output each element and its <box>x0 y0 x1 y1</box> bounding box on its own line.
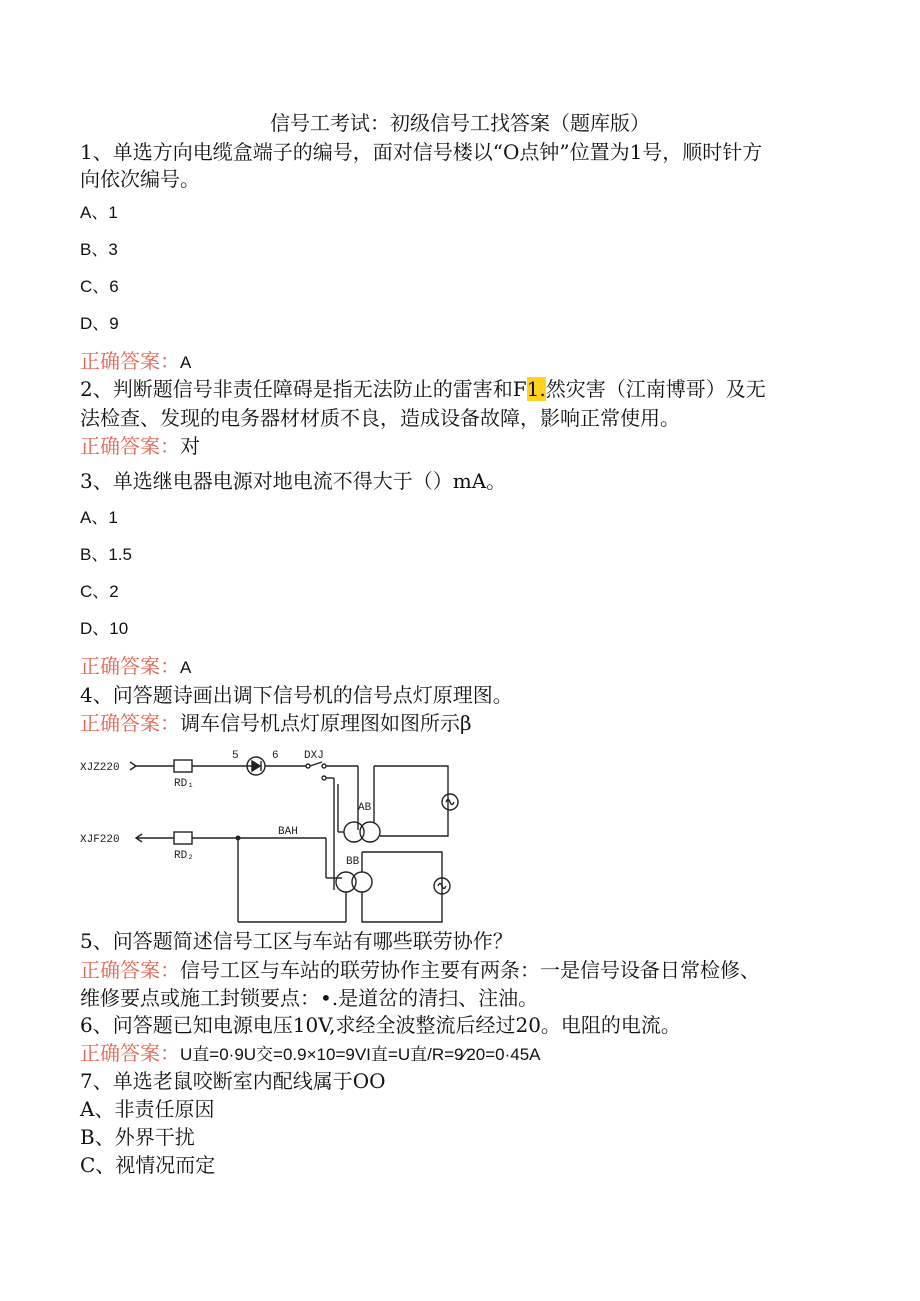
fuse-rd2 <box>174 832 192 844</box>
label-5: 5 <box>232 750 239 762</box>
question-3-option-c: C、2 <box>80 582 119 601</box>
question-3-text: 3、单选继电器电源对地电流不得大于（）mA。 <box>80 469 507 493</box>
question-6-text: 6、问答题已知电源电压10V,求经全波整流后经过20。电阻的电流。 <box>80 1013 681 1037</box>
answer-label: 正确答案： <box>80 958 180 982</box>
question-4-answer <box>80 708 472 738</box>
label-ab: AB <box>358 802 372 814</box>
contact-node <box>322 764 326 768</box>
signal-lamp-circuit-diagram <box>78 740 478 925</box>
question-4-text: 4、问答题诗画出调下信号机的信号点灯原理图。 <box>80 683 513 707</box>
answer-value: A <box>180 658 192 677</box>
question-1-option-b: B、3 <box>80 240 118 259</box>
question-7-text: 7、单选老鼠咬断室内配线属于OO <box>80 1069 386 1093</box>
label-rd2: RD₂ <box>174 850 194 862</box>
question-7-option-c: C、视情况而定 <box>80 1153 216 1177</box>
transformer-ab-primary <box>344 822 364 842</box>
question-5-text: 5、问答题简述信号工区与车站有哪些联劳协作？ <box>80 929 513 953</box>
label-xjz220: XJZ220 <box>80 762 120 774</box>
diode-icon <box>252 761 260 771</box>
question-2-text <box>80 374 766 404</box>
fuse-rd1 <box>174 760 192 772</box>
question-5-answer <box>80 955 760 985</box>
contact-node <box>322 776 326 780</box>
document-title: 信号工考试：初级信号工找答案（题库版） <box>270 111 650 135</box>
transformer-bb-primary <box>336 872 356 892</box>
label-dxj: DXJ <box>304 750 324 762</box>
answer-label: 正确答案： <box>80 711 180 735</box>
question-7-option-b: B、外界干扰 <box>80 1125 195 1149</box>
question-2-text-start: 2、判断题信号非责任障碍是指无法防止的雷害和F <box>80 377 527 401</box>
question-3-option-b: B、1.5 <box>80 545 132 564</box>
question-3-option-a: A、1 <box>80 508 118 527</box>
highlight-mark: 1. <box>526 377 546 401</box>
answer-value: 对 <box>180 434 200 458</box>
answer-value: 调车信号机点灯原理图如图所示β <box>180 711 472 735</box>
question-3-answer <box>80 651 191 683</box>
question-2-answer <box>80 431 200 461</box>
label-bb: BB <box>346 856 360 868</box>
question-1-text: 1、单选方向电缆盒端子的编号，面对信号楼以“O点钟”位置为1号，顺时针方 <box>80 140 763 164</box>
arrow-in-icon <box>130 762 136 770</box>
transformer-bb-secondary <box>352 872 372 892</box>
question-1-text-cont: 向依次编号。 <box>80 167 200 191</box>
label-rd1: RD₁ <box>174 778 194 790</box>
answer-label: 正确答案： <box>80 1041 180 1065</box>
question-1-option-d: D、9 <box>80 314 119 333</box>
answer-label: 正确答案： <box>80 349 180 373</box>
question-2-text-cont: 法检查、发现的电务器材材质不良，造成设备故障，影响正常使用。 <box>80 406 680 430</box>
answer-value: A <box>180 353 192 372</box>
question-5-answer-cont: 维修要点或施工封锁要点：•.是道岔的清扫、注油。 <box>80 986 539 1010</box>
contact-node <box>306 764 310 768</box>
transformer-ab-secondary <box>360 822 380 842</box>
label-6: 6 <box>272 750 279 762</box>
question-3-option-d: D、10 <box>80 619 129 638</box>
label-xjf220: XJF220 <box>80 834 120 846</box>
question-2-text-end: 然灾害（江南博哥）及无 <box>545 377 766 401</box>
answer-label: 正确答案： <box>80 654 180 678</box>
question-7-option-a: A、非责任原因 <box>80 1097 215 1121</box>
answer-value: U直=0·9U交=0.9×10=9VI直=U直/R=9⁄20=0·45A <box>180 1045 541 1064</box>
answer-label: 正确答案： <box>80 434 180 458</box>
question-1-option-c: C、6 <box>80 277 119 296</box>
answer-value: 信号工区与车站的联劳协作主要有两条：一是信号设备日常检修、 <box>180 958 760 982</box>
label-bah: BAH <box>278 826 298 838</box>
junction-dot <box>236 836 241 841</box>
question-1-option-a: A、1 <box>80 203 118 222</box>
